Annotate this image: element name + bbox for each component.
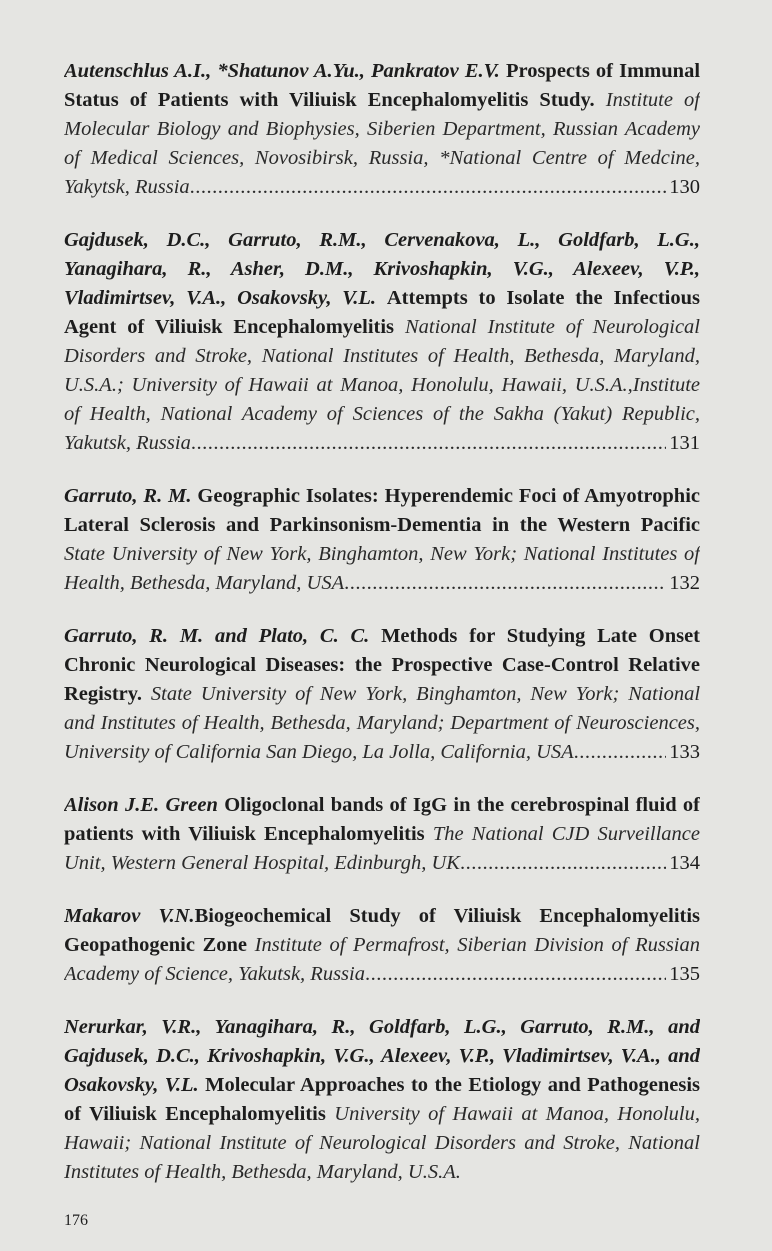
toc-entry — [64, 226, 700, 458]
entry-affiliation: National Institute of Neurological Disorders and Stroke, National Institutes of Health, Bethesda, Maryland, U.S.A.; University of Hawaii at Manoa, Honolulu, Hawaii, U.S.A.,Institute of Health, National Academy of Sciences of the Sakha (Yakut) Republic, Yakutsk, Russia ..... — [64, 316, 700, 454]
page-number: 176 — [64, 1212, 88, 1229]
toc-entry — [64, 622, 700, 767]
entry-authors: Autenschlus A.I., *Shatunov A.Yu., Pankratov E.V. — [64, 60, 500, 82]
entry-authors: Gajdusek, D.C., Garruto, R.M., Cervenakova, L., Goldfarb, L.G., Yanagihara, R., Asher, D.M., Krivoshapkin, V.G., Alexeev, V.P., Vladimirtsev, V.A., Osakovsky, V.L. — [64, 229, 700, 309]
entry-title: Attempts to Isolate the Infectious Agent of Viliuisk Encephalomyelitis — [64, 287, 700, 338]
entry-page-number: 135 — [666, 960, 700, 989]
entry-affiliation: Institute of Molecular Biology and Biophysies, Siberien Department, Russian Academy of Medical Sciences, Novosibirsk, Russia, *National Centre of Medcine, Yakytsk, Russia ..... — [64, 89, 700, 198]
toc-entry — [64, 482, 700, 598]
entry-affiliation: State University of New York, Binghamton, New York; National Institutes of Health, Bethesda, Maryland, USA ..... — [64, 543, 700, 594]
entry-authors: Garruto, R. M. — [64, 485, 192, 507]
entry-affiliation: Institute of Permafrost, Siberian Division of Russian Academy of Science, Yakutsk, Russia ..... — [64, 934, 700, 985]
toc-entry — [64, 57, 700, 202]
entry-authors: Nerurkar, V.R., Yanagihara, R., Goldfarb, L.G., Garruto, R.M., and Gajdusek, D.C., Krivoshapkin, V.G., Alexeev, V.P., Vladimirtsev, V.A., and Osakovsky, V.L. — [64, 1016, 700, 1096]
entry-authors: Alison J.E. Green — [64, 794, 218, 816]
toc-entry — [64, 1013, 700, 1187]
toc-entry — [64, 791, 700, 878]
entry-page-number: 133 — [666, 738, 700, 767]
entry-title: Prospects of Immunal Status of Patients with Viliuisk Encephalomyelitis Study. — [64, 60, 700, 111]
entry-title: Geographic Isolates: Hyperendemic Foci of Amyotrophic Lateral Sclerosis and Parkinsonism-Dementia in the Western Pacific — [64, 485, 700, 536]
entry-authors: Garruto, R. M. and Plato, C. C. — [64, 625, 370, 647]
entry-title: Oligoclonal bands of IgG in the cerebrospinal fluid of patients with Viliuisk Encephalomyelitis — [64, 794, 700, 845]
entry-page-number: 132 — [666, 569, 700, 598]
entry-authors: Makarov V.N. — [64, 905, 195, 927]
entry-page-number: 131 — [666, 429, 700, 458]
entry-page-number: 130 — [666, 173, 700, 202]
entry-title: Molecular Approaches to the Etiology and Pathogenesis of Viliuisk Encephalomyelitis — [64, 1074, 700, 1125]
entry-affiliation: The National CJD Surveillance Unit, Western General Hospital, Edinburgh, UK ..... — [64, 823, 700, 874]
entry-title: Methods for Studying Late Onset Chronic Neurological Diseases: the Prospective Case-Control Relative Registry. — [64, 625, 700, 705]
entry-page-number: 134 — [666, 849, 700, 878]
entry-title: Biogeochemical Study of Viliuisk Encephalomyelitis Geopathogenic Zone — [64, 905, 700, 956]
entry-affiliation: University of Hawaii at Manoa, Honolulu, Hawaii; National Institute of Neurological Disorders and Stroke, National Institutes of Health, Bethesda, Maryland, U.S.A. — [64, 1103, 700, 1183]
entry-affiliation: State University of New York, Binghamton, New York; National and Institutes of Health, Bethesda, Maryland; Department of Neurosciences, University of California San Diego, La Jolla, California, USA ..... — [64, 683, 700, 763]
toc-entry — [64, 902, 700, 989]
contents-list — [64, 0, 700, 1187]
